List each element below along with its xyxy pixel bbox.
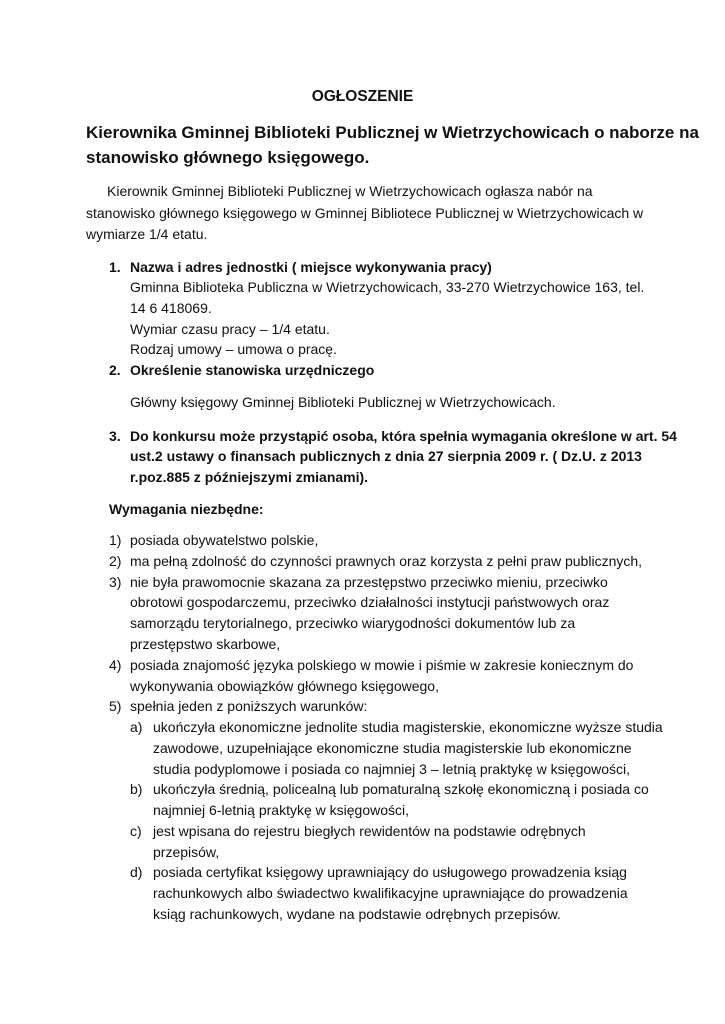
section-line: ust.2 ustawy o finansach publicznych z dnia 27 sierpnia 2009 r. ( Dz.U. z 2013 <box>130 448 642 464</box>
sub-item: rachunkowych albo świadectwo kwalifikacyjne uprawniające do prowadzenia <box>153 885 628 901</box>
sub-item: ksiąg rachunkowych, wydane na podstawie odrębnych przepisów. <box>153 906 561 922</box>
sub-item: zawodowe, uzupełniające ekonomiczne studia magisterskie lub ekonomiczne <box>153 740 632 756</box>
list-item: obrotowi gospodarczemu, przeciwko działalności instytucji państwowych oraz <box>130 594 610 610</box>
section-line: Główny księgowy Gminnej Biblioteki Publicznej w Wietrzychowicach. <box>130 394 556 410</box>
intro-line: stanowisko głównego księgowego w Gminnej Bibliotece Publicznej w Wietrzychowicach w <box>86 205 644 221</box>
list-item-number: 4) <box>109 657 122 673</box>
sub-item: przepisów, <box>153 844 220 860</box>
section-number: 3. <box>109 428 121 444</box>
list-item: samorządu terytorialnego, przeciwko wiarygodności dokumentów lub za <box>130 615 576 631</box>
intro-line: Kierownik Gminnej Biblioteki Publicznej w Wietrzychowicach ogłasza nabór na <box>107 183 593 199</box>
section-line: Gminna Biblioteka Publiczna w Wietrzychowicach, 33-270 Wietrzychowice 163, tel. <box>130 279 645 295</box>
section-line: 14 6 418069. <box>130 300 212 316</box>
sub-item: jest wpisana do rejestru biegłych rewidentów na podstawie odrębnych <box>153 823 586 839</box>
section-heading: Nazwa i adres jednostki ( miejsce wykonywania pracy) <box>130 259 492 275</box>
sub-item: posiada certyfikat księgowy uprawniający do usługowego prowadzenia ksiąg <box>153 864 627 880</box>
list-item: spełnia jeden z poniższych warunków: <box>130 698 368 714</box>
section-line: Rodzaj umowy – umowa o pracę. <box>130 341 337 357</box>
section-heading: Określenie stanowiska urzędniczego <box>130 362 375 378</box>
sub-item-letter: b) <box>130 781 143 797</box>
sub-item: studia podyplomowe i posiada co najmniej 3 – letnią praktykę w księgowości, <box>153 761 631 777</box>
list-item-number: 1) <box>109 532 122 548</box>
intro-line: wymiarze 1/4 etatu. <box>86 226 208 242</box>
sub-item-letter: a) <box>130 719 143 735</box>
page-title: OGŁOSZENIE <box>311 88 414 105</box>
requirements-heading: Wymagania niezbędne: <box>109 501 264 517</box>
section-number: 1. <box>109 259 121 275</box>
sub-item-letter: d) <box>130 864 143 880</box>
subtitle-line-2: stanowisko głównego księgowego. <box>86 148 370 167</box>
list-item: przestępstwo skarbowe, <box>130 636 281 652</box>
section-line: r.poz.885 z późniejszymi zmianami). <box>130 469 369 485</box>
sub-item: ukończyła ekonomiczne jednolite studia magisterskie, ekonomiczne wyższe studia <box>153 719 663 735</box>
sub-item: najmniej 6-letnią praktykę w księgowości, <box>153 802 409 818</box>
section-number: 2. <box>109 362 121 378</box>
section-line: Do konkursu może przystąpić osoba, która spełnia wymagania określone w art. 54 <box>130 428 677 444</box>
list-item: wykonywania obowiązków głównego księgowego, <box>130 678 439 694</box>
list-item: posiada znajomość języka polskiego w mowie i piśmie w zakresie koniecznym do <box>130 657 634 673</box>
list-item: posiada obywatelstwo polskie, <box>130 532 319 548</box>
list-item: ma pełną zdolność do czynności prawnych oraz korzysta z pełni praw publicznych, <box>130 553 643 569</box>
sub-item: ukończyła średnią, policealną lub pomaturalną szkołę ekonomiczną i posiada co <box>153 781 649 797</box>
list-item-number: 3) <box>109 574 122 590</box>
list-item: nie była prawomocnie skazana za przestępstwo przeciwko mieniu, przeciwko <box>130 574 608 590</box>
section-line: Wymiar czasu pracy – 1/4 etatu. <box>130 321 330 337</box>
list-item-number: 2) <box>109 553 122 569</box>
list-item-number: 5) <box>109 698 122 714</box>
subtitle-line-1: Kierownika Gminnej Biblioteki Publicznej w Wietrzychowicach o naborze na <box>86 123 699 142</box>
sub-item-letter: c) <box>130 823 142 839</box>
